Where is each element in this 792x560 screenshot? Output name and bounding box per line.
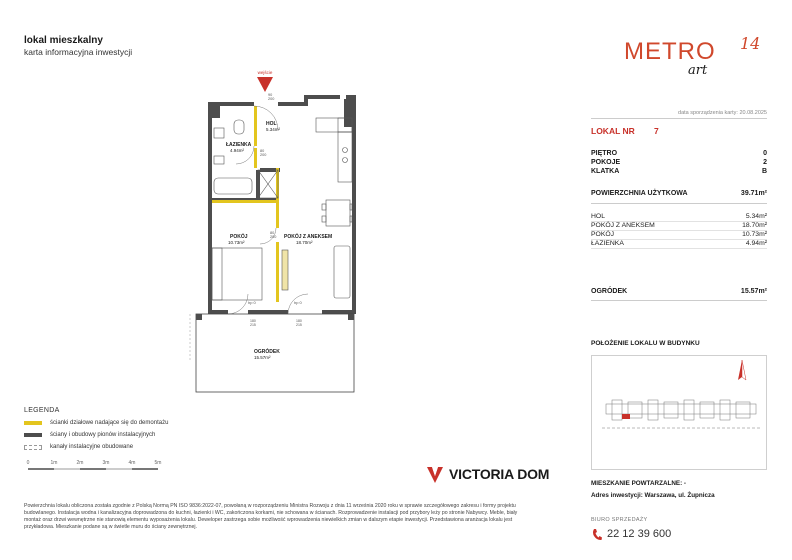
door-bathroom-size: 80 200 xyxy=(260,149,267,158)
room-bathroom-area: 4.94m² xyxy=(230,148,245,153)
legend-item-channels: kanały instalacyjne obudowane xyxy=(24,444,224,450)
room-garden-label: OGRÓDEK xyxy=(254,349,280,355)
garden-row: OGRÓDEK 15.57m² xyxy=(591,288,767,295)
card-date: data sporządzenia karty: 20.08.2025 xyxy=(678,110,767,116)
document-title: lokal mieszkalny xyxy=(24,35,103,46)
sales-phone[interactable]: 22 12 39 600 xyxy=(607,528,672,540)
window-left-size: 180 215 xyxy=(250,319,256,328)
yellow-swatch-icon xyxy=(24,421,42,425)
usable-area: POWIERZCHNIA UŻYTKOWA 39.71m² xyxy=(591,190,767,197)
investment-address: Adres inwestycji: Warszawa, ul. Żupnicza xyxy=(591,492,715,499)
room-pokoj-area: 10.73m² xyxy=(228,240,245,245)
location-map xyxy=(591,355,767,470)
room-row-pokoj: POKÓJ 10.73m² xyxy=(591,231,767,238)
building-location-plan xyxy=(592,356,768,471)
door-room-size: 80 200 xyxy=(270,231,277,240)
brand-art: art xyxy=(688,63,708,78)
apartment-location-marker xyxy=(622,414,630,419)
repeated-apartment: MIESZKANIE POWTARZALNE: - xyxy=(591,480,687,487)
hp-right: hp 0 xyxy=(294,300,302,305)
document-subtitle: karta informacyjna inwestycji xyxy=(24,47,133,57)
brand-logo xyxy=(624,30,761,80)
room-bathroom-label: ŁAZIENKA xyxy=(226,142,252,148)
victoria-dom-logo-icon xyxy=(425,464,445,484)
location-title: POŁOŻENIE LOKALU W BUDYNKU xyxy=(591,340,700,347)
entrance-arrow-icon xyxy=(257,77,273,92)
legend xyxy=(24,407,224,456)
sales-office-label: BIURO SPRZEDAŻY xyxy=(591,517,648,523)
floor-plan xyxy=(150,70,570,400)
detail-staircase: KLATKA B xyxy=(591,168,767,175)
legend-item-demountable: ścianki działowe nadające się do demontażu xyxy=(24,420,224,426)
developer-logo xyxy=(425,464,549,484)
room-row-bathroom: ŁAZIENKA 4.94m² xyxy=(591,240,767,247)
legend-title: LEGENDA xyxy=(24,407,60,414)
brand-metro: METRO xyxy=(624,38,716,65)
room-hol-area: 5.34m² xyxy=(266,127,281,132)
lokal-label: LOKAL NR xyxy=(591,126,635,136)
brand-number: 14 xyxy=(740,34,761,53)
room-hol-label: HOL xyxy=(266,121,277,127)
phone-icon xyxy=(591,528,602,542)
footnote: Powierzchnia lokalu obliczona została zgodnie z Polską Normą PN ISO 9836:2022-07, powołaną w rozporządzeniu Ministra Rozwoju z dnia 11 września 2020 roku w sprawie szczegółowego zakresu i formy projektu budowlanego. Instalacja wodna i kanalizacyjna doprowadzona do kuchni, łazienki i WC, zakończona korkami, nie schowana w ścianach. Rozprowadzenie instalacji pod przybory leży po stronie Nabywcy. Meble, biały montaż oraz drzwi wewnętrzne nie stanowią elementu wyposażenia lokalu. Deweloper zastrzega sobie możliwość wprowadzenia niewielkich zmian w dalszym etapie inwestycji. Przedstawiona aranżacja lokalu jest przykładowa. Mieszkanie podane są w świetle muru do ściany zewnętrznej. xyxy=(24,503,518,531)
lokal-number: 7 xyxy=(654,126,659,136)
room-garden-area: 15.57m² xyxy=(254,355,271,360)
entrance-label: wejście xyxy=(257,70,273,75)
developer-name: VICTORIA DOM xyxy=(449,466,550,482)
scale-bar: 0 1m 2m 3m 4m 5m xyxy=(28,460,168,470)
door-main-size: 90 200 xyxy=(268,93,275,102)
dashed-swatch-icon xyxy=(24,445,42,450)
detail-rooms: POKOJE 2 xyxy=(591,159,767,166)
room-row-hol: HOL 5.34m² xyxy=(591,213,767,220)
grey-swatch-icon xyxy=(24,433,42,437)
room-living-area: 18.70m² xyxy=(296,240,313,245)
room-pokoj-label: POKÓJ xyxy=(230,234,248,240)
hp-left: hp 0 xyxy=(248,300,256,305)
window-right-size: 180 215 xyxy=(296,319,302,328)
room-row-living: POKÓJ Z ANEKSEM 18.70m² xyxy=(591,222,767,229)
legend-item-walls: ściany i obudowy pionów instalacyjnych xyxy=(24,432,224,438)
detail-floor: PIĘTRO 0 xyxy=(591,150,767,157)
room-living-label: POKÓJ Z ANEKSEM xyxy=(284,234,333,240)
